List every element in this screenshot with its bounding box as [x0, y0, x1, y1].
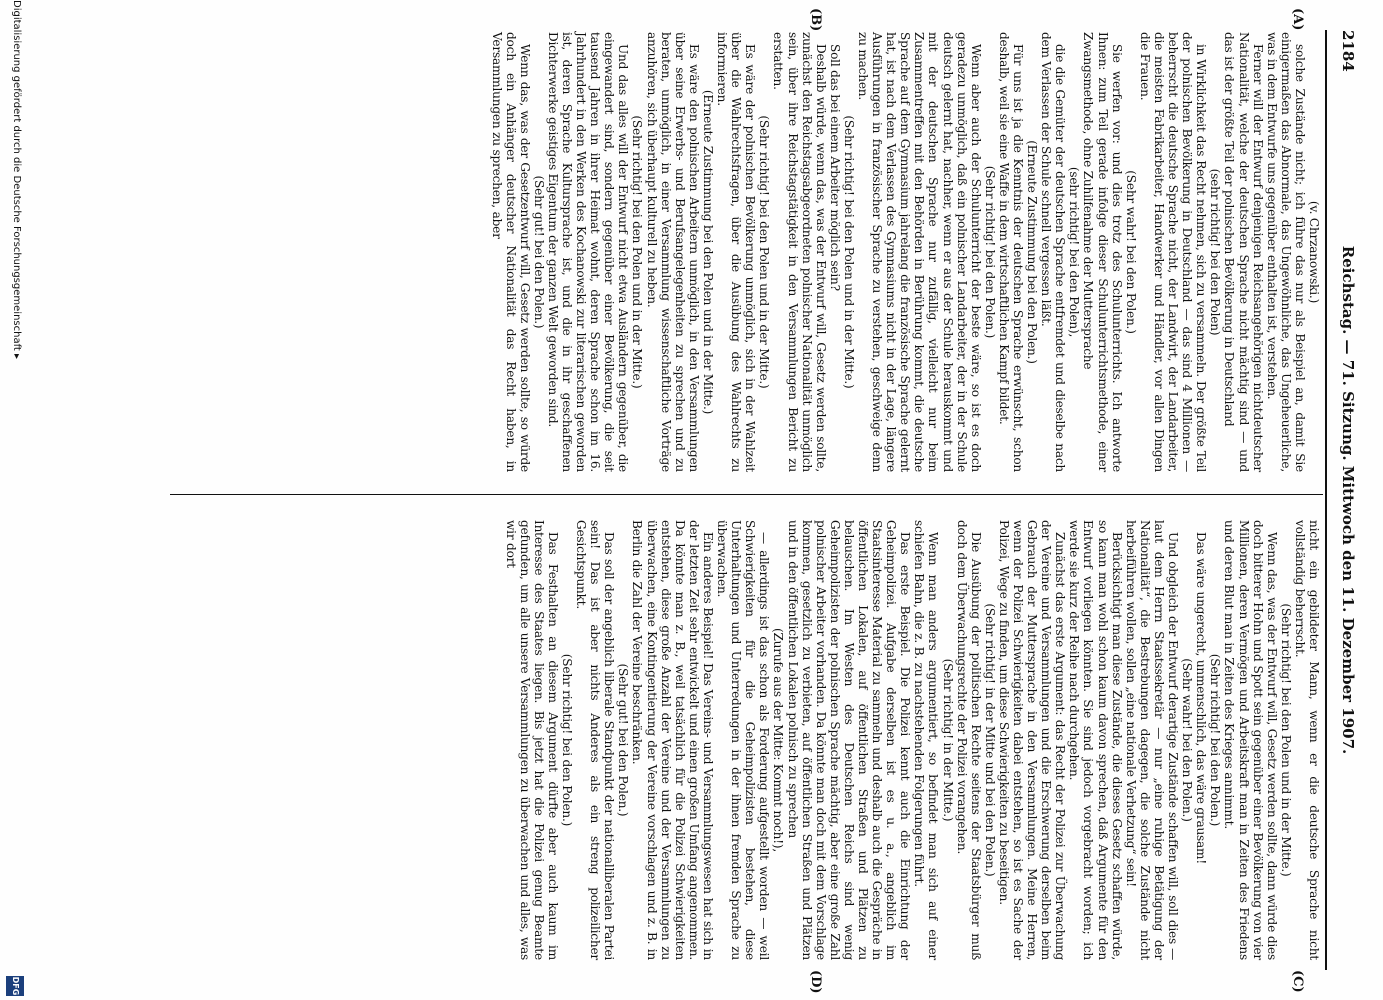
- paragraph: Es wäre der polnischen Bevölkerung unmöglich, sich in der Wahlzeit über die Wahlrechtsfragen, über die Ausübung des Wahlrechts zu informieren.: [715, 32, 758, 472]
- paragraph: Das Festhalten an diesem Argument dürfte aber auch kaum im Interesse des Staates liegen. Bis jetzt hat die Polizei genug Beamte gefunden, um alle unsere Versammlungen zu überwachen und alles, was wir dort: [503, 520, 560, 960]
- page-number: 2184: [1339, 30, 1357, 72]
- margin-marker-b: (B): [808, 8, 823, 32]
- margin-marker-a: (A): [1290, 8, 1305, 31]
- left-column: [489, 32, 1321, 472]
- interjection: (Sehr richtig! bei den Polen und in der Mitte.): [1278, 603, 1293, 877]
- paragraph: Ein anderes Beispiel! Das Vereins- und Versammlungswesen hat sich in der letzten Zeit sehr entwickelt und einen großen Umfang angenommen. Da könnte man z. B., weil tatsächlich für die Polizei Schwierigkeiten entstehen, diese große Anzahl der Vereine und der Versammlungen zu überwachen, eine Kontingentierung der Vereine vorschlagen und z. B. in Berlin die Zahl der Vereine beschränken.: [630, 520, 715, 960]
- interjection: (Sehr richtig! bei den Polen.): [1208, 653, 1223, 827]
- paragraph: Es wäre den polnischen Arbeitern unmöglich, in den Versammlungen über seine Erwerbs- und Berufsangelegenheiten zu sprechen und zu beraten, unmöglich, in einer Versammlung wissenschaftliche Vorträge anzuhören, sich überhaupt kulturell zu heben.: [644, 32, 701, 472]
- interjection: (Sehr richtig! bei den Polen und in der Mitte.): [630, 115, 645, 389]
- paragraph: Und obgleich der Entwurf derartige Zustände schaffen will, soll dies — laut dem Herrn Staatssekretär — nur „eine ruhige Betätigung der Nationalität“, die Bestrebungen dagegen, die solche Zustände nicht herbeiführen wollen, sollen „eine nationale Verhetzung“ sein!: [1123, 520, 1181, 960]
- paragraph: die die Gemüter der deutschen Sprache entfremdet und dieselbe nach dem Verlassen der Schule schnell vergessen läßt.: [1039, 32, 1068, 472]
- column-divider: [170, 494, 1323, 495]
- interjection: (sehr richtig! bei den Polen),: [1067, 166, 1082, 338]
- paragraph: in Wirklichkeit das Recht nehmen, sich zu versammeln. Der größte Teil der polnischen Bevölkerung in Deutschland — das sind 4 Millionen — beherrscht die deutsche Sprache nicht, der Landwirt, der Landarbeiter, die meisten Fabrikarbeiter, Handwerker und Händler, vor allen Dingen die Frauen.: [1137, 32, 1209, 472]
- paragraph: Wenn das, was der Entwurf will, Gesetz werden sollte, dann würde dies doch bitterer Hohn und Spott sein gegenüber einer Bevölkerung von vier Millionen, deren Vermögen und Arbeitskraft man in Zeiten des Friedens und deren Blut man in Zeiten des Krieges annimmt.: [1222, 520, 1279, 960]
- interjection: (Sehr gut! bei den Polen.): [531, 175, 546, 329]
- paragraph: Das erste Beispiel. Die Polizei kennt auch die Einrichtung der Geheimpolizei. Aufgabe derselben ist es u. a., angeblich im Staatsinteresse Material zu sammeln und deshalb auch die Gespräche in öffentlichen Lokalen, auf öffentlichen Straßen und Plätzen zu belauschen. Im Westen des Deutschen Reichs sind wenig Geheimpolizisten der polnischen Sprache mächtig, aber eine große Zahl polnischer Arbeiter vorhanden. Da könnte man doch mit dem Vorschlage kommen, gesetzlich zu verbieten, auf öffentlichen Straßen und Plätzen und in den öffentlichen Lokalen polnisch zu sprechen: [785, 520, 913, 960]
- interjection: (sehr richtig! bei den Polen): [1208, 168, 1223, 336]
- header-rule: [1325, 30, 1327, 970]
- paragraph: Das soll der angeblich liberale Standpunkt der nationalliberalen Partei sein! Das ist aber nichts Anderes als ein streng polizeilicher Gesichtspunkt.: [574, 520, 617, 960]
- interjection: (Zurufe aus der Mitte: Kommt noch!),: [771, 627, 786, 853]
- interjection: (Sehr richtig! bei den Polen und in der Mitte.): [757, 115, 772, 389]
- paragraph: nicht ein gebildeter Mann, wenn er die deutsche Sprache nicht vollständig beherrscht.: [1292, 520, 1321, 960]
- footer: [0, 0, 28, 1000]
- paragraph: Berücksichtigt man diese Zustände, die dieses Gesetz schaffen würde, so kann man wohl schon kaum davon sprechen, daß Argumente für den Entwurf vorliegen könnten. Sie sind jedoch vorgebracht worden; ich werde sie kurz der Reihe nach durchgehen.: [1067, 520, 1124, 960]
- paragraph: Wenn aber auch der Schulunterricht der beste wäre, so ist es doch geradezu unmöglich, daß ein polnischer Landarbeiter, der in der Schule deutsch gelernt hat, nachher, wenn er aus der Schule herauskommt und mit der deutschen Sprache nur zufällig, vielleicht nur beim Zusammentreffen mit den Behörden in Berührung kommt, die deutsche Sprache auf dem Gymnasium jahrelang die französische Sprache gelernt hat, ist nach dem Verlassen des Gymnasiums nicht in der Lage, längere Ausführungen in französischer Sprache zu verstehen, geschweige denn zu machen.: [856, 32, 983, 472]
- interjection: (Sehr richtig! in der Mitte und bei den Polen.): [982, 603, 997, 877]
- dfg-logo: DFG: [6, 976, 24, 996]
- paragraph: Ferner will der Entwurf denjenigen Reichsangehörigen nichtdeutscher Nationalität, welche der deutschen Sprache nicht mächtig sind — und das ist der größte Teil der polnischen Bevölkerung in Deutschland: [1222, 32, 1265, 472]
- page-header: [1333, 30, 1363, 970]
- paragraph: solche Zustände nicht; ich führe das nur als Beispiel an, damit Sie einigermaßen das Abnormale, das Ungewöhnliche, das Ungeheuerliche, was in dem Entwurfe uns gegenüber enthalten ist, verstehen.: [1264, 32, 1307, 472]
- interjection: (Erneute Zustimmung bei den Polen.): [1025, 140, 1040, 364]
- interjection: (Sehr richtig! bei den Polen und in der Mitte.): [841, 115, 856, 389]
- paragraph: Für uns ist ja die Kenntnis der deutschen Sprache erwünscht, schon deshalb, weil sie eine Waffe in dem wirtschaftlichen Kampf bildet.: [996, 32, 1026, 472]
- paragraph: Das wäre ungerecht, unmenschlich, das wäre grausam!: [1194, 532, 1209, 864]
- interjection: (Sehr wahr! bei den Polen.): [1180, 658, 1195, 822]
- paragraph: Die Ausübung der politischen Rechte seitens der Staatsbürger muß doch dem Überwachungsrechte der Polizei vorangehen.: [954, 520, 983, 960]
- interjection: (Sehr gut! bei den Polen.): [616, 663, 631, 817]
- paragraph: Sie werfen vor: und dies trotz des Schulunterrichts. Ich antworte Ihnen: zum Teil gerade infolge dieser Schulunterrichtsmethode, einer Zwangsmethode, ohne Zuhilfenahme der Muttersprache: [1081, 32, 1124, 472]
- paragraph: Zunächst das erste Argument: das Recht der Polizei zur Überwachung der Vereine und Versammlungen und die Erschwerung derselben beim Gebrauch der Muttersprache in den Versammlungen. Meine Herren, wenn der Polizei Schwierigkeiten dabei entstehen, so ist es Sache der Polizei, Wege zu finden, um diese Schwierigkeiten zu beseitigen.: [996, 520, 1068, 960]
- right-column: [504, 520, 1321, 960]
- interjection: (Erneute Zustimmung bei den Polen und in der Mitte.): [700, 89, 715, 415]
- paragraph: Wenn das, was der Gesetzentwurf will, Gesetz werden sollte, so würde doch ein Anhänger deutscher Nationalität das Recht haben, in Versammlungen zu sprechen, aber: [489, 32, 532, 472]
- paragraph: Und das alles will der Entwurf nicht etwa Ausländern gegenüber, die eingewandert sind, sondern gegenüber einer Bevölkerung, die seit tausend Jahren in ihrer Heimat wohnt, deren Sprache schon im 16. Jahrhundert in den Werken des Kochanowski zur literarischen geworden ist, deren Sprache Kultursprache ist, und die in ihr geschaffenen Dichterwerke geistiges Eigentum der ganzen Welt geworden sind.: [545, 32, 631, 472]
- interjection: (Sehr richtig! bei den Polen.): [982, 165, 997, 339]
- interjection: (Sehr wahr! bei den Polen.): [1123, 170, 1138, 334]
- paragraph: Wenn man anders argumentiert, so befindet man sich auf einer schiefen Bahn, die z. B. zu nachstehenden Folgerungen führt.: [912, 520, 941, 960]
- page-title: Reichstag. — 71. Sitzung. Mittwoch den 11. Dezember 1907.: [1339, 245, 1357, 755]
- paragraph: — allerdings ist das schon als Forderung aufgestellt worden — weil Schwierigkeiten für die Geheimpolizisten bestehen, diese Unterhaltungen und Unterredungen in der ihnen fremden Sprache zu überwachen.: [715, 520, 772, 960]
- speaker-name: (v. Chrzanowski.): [1307, 200, 1321, 304]
- interjection: (Sehr richtig! bei den Polen.): [560, 653, 575, 827]
- margin-marker-c: (C): [1290, 970, 1305, 993]
- digitization-credit: Digitalisierung gefördert durch die Deutsche Forschungsgemeinschaft ▸: [11, 0, 22, 360]
- paragraph: Deshalb würde, wenn das, was der Entwurf will, Gesetz werden sollte, zunächst den Reichstagsabgeordneten polnischer Nationalität unmöglich sein, über ihre Reichstagstätigkeit in den Versammlungen Bericht zu erstatten.: [771, 32, 828, 472]
- interjection: (Sehr richtig! in der Mitte.): [940, 658, 955, 822]
- margin-marker-d: (D): [808, 970, 823, 994]
- paragraph: Soll das bei einem Arbeiter möglich sein?: [827, 44, 842, 291]
